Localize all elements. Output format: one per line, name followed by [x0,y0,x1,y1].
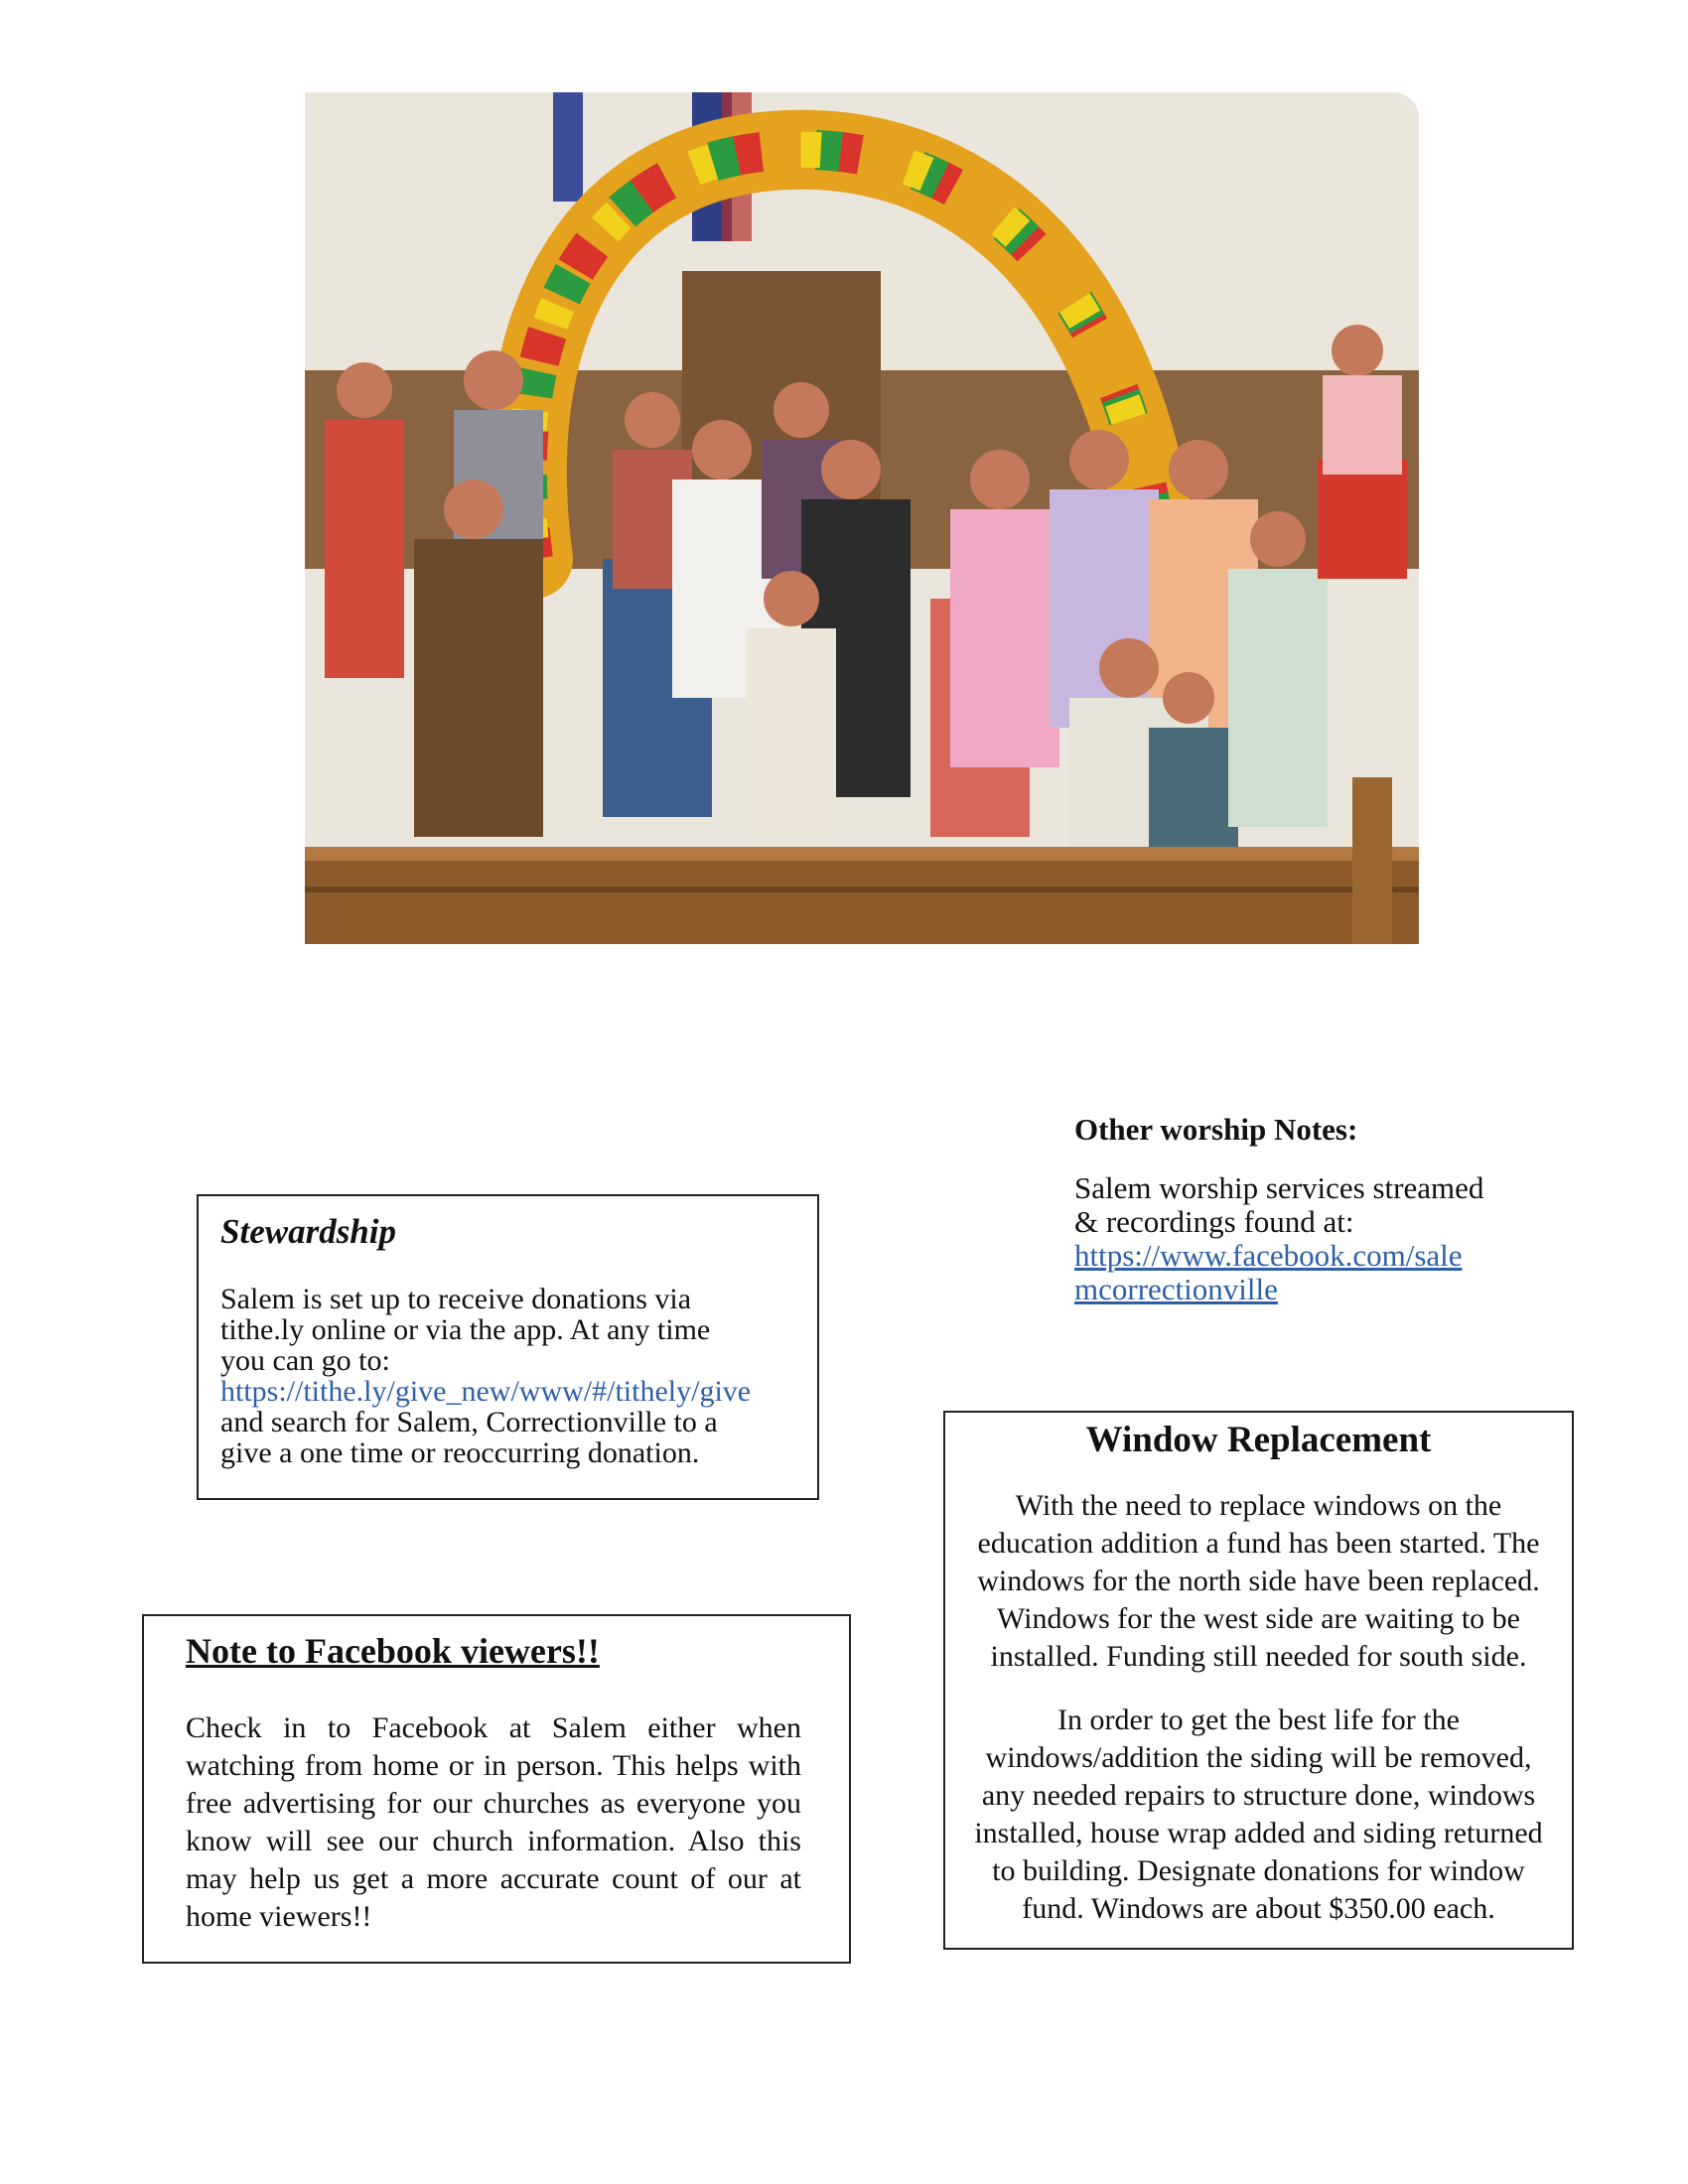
facebook-link[interactable]: mcorrectionville [1074,1272,1278,1306]
stewardship-text: tithe.ly online or via the app. At any time [220,1313,711,1346]
para-line: In order to get the best life for the [1057,1704,1460,1736]
window-replacement-box [943,1411,1574,1950]
para-line: installed, house wrap added and siding returned [974,1817,1543,1849]
stewardship-box [197,1194,819,1500]
stewardship-text: give a one time or reoccurring donation. [220,1436,700,1469]
worship-notes-text: Salem worship services streamed [1074,1170,1484,1205]
facebook-note-title: Note to Facebook viewers!! [186,1631,600,1671]
para-line: installed. Funding still needed for south side. [990,1640,1527,1673]
worship-notes [1074,1112,1541,1306]
para-line: to building. Designate donations for window [992,1854,1525,1887]
stewardship-text: and search for Salem, Correctionville to a [220,1406,718,1438]
para-line: Windows for the west side are waiting to be [997,1602,1520,1635]
children-choir-photo [305,92,1419,944]
church-pew [305,847,1419,944]
tithely-link[interactable]: https://tithe.ly/give_new/www/#/tithely/give [220,1375,752,1408]
facebook-note-box [142,1614,851,1964]
para-line: any needed repairs to structure done, windows [981,1779,1536,1812]
para-line: With the need to replace windows on the [1015,1489,1502,1522]
stewardship-text: you can go to: [220,1344,390,1377]
window-replacement-para2 [945,1702,1572,1928]
window-replacement-title: Window Replacement [1085,1420,1432,1460]
stewardship-text: Salem is set up to receive donations via [220,1283,692,1315]
window-replacement-para1 [945,1487,1572,1676]
para-line: windows for the north side have been replaced. [977,1565,1540,1597]
photo-image [305,92,1419,944]
stewardship-title: Stewardship [220,1212,396,1251]
para-line: fund. Windows are about $350.00 each. [1022,1892,1495,1925]
para-line: education addition a fund has been started. The [977,1527,1540,1560]
para-line: windows/addition the siding will be removed, [985,1741,1532,1774]
worship-notes-heading: Other worship Notes: [1074,1112,1358,1147]
worship-notes-text: & recordings found at: [1074,1204,1354,1239]
facebook-link[interactable]: https://www.facebook.com/sale [1074,1238,1463,1273]
facebook-note-body: Check in to Facebook at Salem either when watching from home or in person. This helps with free advertising for our churches as everyone you know will see our church information. Also this may help us get a more accurate count of our at home viewers!! [186,1711,801,1933]
